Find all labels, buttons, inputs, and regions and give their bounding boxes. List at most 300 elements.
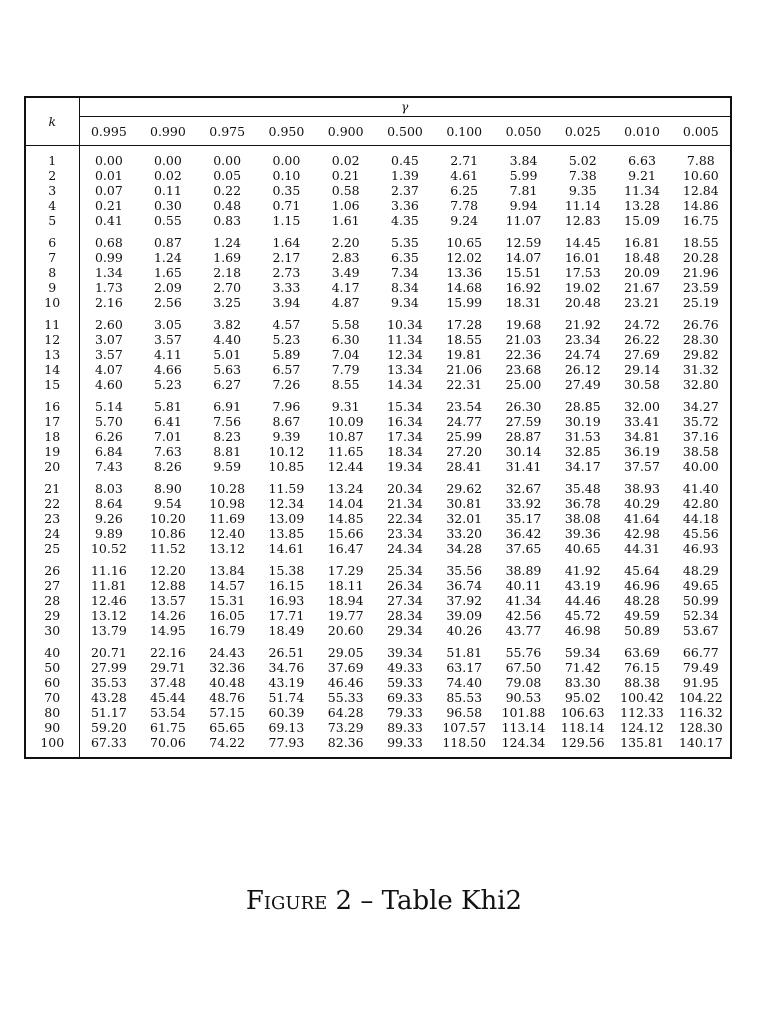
value-cell: 4.57 [272,317,301,332]
value-cell: 8.03 [94,481,123,496]
value-cell: 83.30 [564,675,601,690]
value-cell: 22.36 [505,347,542,362]
value-cell: 26.51 [268,645,305,660]
value-cell: 38.89 [505,563,542,578]
value-cell: 2.16 [94,295,123,310]
value-cell: 4.07 [94,362,123,377]
value-cell: 37.69 [327,660,364,675]
value-cell: 7.04 [331,347,360,362]
value-cell: 106.63 [560,705,605,720]
k-cell: 29 [25,608,79,623]
value-cell: 35.48 [564,481,601,496]
group-spacer [25,228,731,235]
value-cell: 107.57 [442,720,487,735]
value-cell: 16.93 [268,593,305,608]
value-cell: 2.73 [272,265,301,280]
value-cell: 45.72 [564,608,601,623]
value-cell: 0.71 [272,198,301,213]
value-cell: 20.71 [90,645,127,660]
k-cell: 15 [25,377,79,392]
value-cell: 16.05 [209,608,246,623]
k-cell: 3 [25,183,79,198]
value-cell: 10.28 [209,481,246,496]
value-cell: 35.72 [682,414,719,429]
spacer-cell [79,310,731,317]
value-cell: 5.01 [213,347,242,362]
value-cell: 19.77 [327,608,364,623]
table-row [25,235,731,250]
value-cell: 7.81 [509,183,538,198]
value-cell: 12.46 [90,593,127,608]
value-cell: 7.96 [272,399,301,414]
value-cell: 12.34 [268,496,305,511]
k-cell: 22 [25,496,79,511]
value-cell: 17.29 [327,563,364,578]
k-cell: 24 [25,526,79,541]
table-row [25,317,731,332]
value-cell: 8.55 [331,377,360,392]
spacer-cell [79,392,731,399]
value-cell: 10.09 [327,414,364,429]
k-cell: 14 [25,362,79,377]
chi2-table [24,96,732,759]
value-cell: 2.18 [213,265,242,280]
value-cell: 21.92 [564,317,601,332]
table-row [25,720,731,735]
value-cell: 29.34 [387,623,423,638]
table-row [25,265,731,280]
value-cell: 46.93 [682,541,719,556]
value-cell: 36.74 [446,578,483,593]
value-cell: 10.12 [268,444,305,459]
table-row [25,213,731,228]
table-row [25,541,731,556]
value-cell: 4.17 [331,280,360,295]
value-cell: 0.87 [153,235,182,250]
value-cell: 15.38 [268,563,305,578]
value-cell: 28.87 [505,429,542,444]
value-cell: 5.14 [94,399,123,414]
value-cell: 0.21 [94,198,123,213]
value-cell: 3.94 [272,295,301,310]
table-row [25,347,731,362]
value-cell: 61.75 [150,720,186,735]
value-cell: 11.34 [624,183,660,198]
spacer-cell [25,228,79,235]
value-cell: 116.32 [678,705,723,720]
value-cell: 14.61 [268,541,305,556]
value-cell: 27.59 [505,414,542,429]
value-cell: 41.92 [564,563,601,578]
value-cell: 27.34 [387,593,423,608]
gamma-header: γ [79,97,731,117]
table-row [25,705,731,720]
value-cell: 13.79 [90,623,127,638]
k-cell: 23 [25,511,79,526]
value-cell: 0.68 [94,235,123,250]
value-cell: 11.81 [90,578,127,593]
group-spacer [25,146,731,154]
value-cell: 23.34 [387,526,423,541]
value-cell: 7.78 [450,198,479,213]
value-cell: 69.33 [387,690,423,705]
value-cell: 15.99 [446,295,483,310]
value-cell: 17.53 [564,265,601,280]
value-cell: 113.14 [501,720,546,735]
k-cell: 20 [25,459,79,474]
value-cell: 49.59 [624,608,660,623]
gamma-header-row [25,97,731,117]
value-cell: 7.43 [94,459,123,474]
value-cell: 18.55 [682,235,719,250]
value-cell: 18.55 [446,332,483,347]
value-cell: 32.85 [564,444,601,459]
value-cell: 36.78 [564,496,601,511]
value-cell: 36.19 [624,444,660,459]
k-cell: 7 [25,250,79,265]
table-header [25,97,731,146]
value-cell: 9.59 [213,459,242,474]
value-cell: 4.87 [331,295,360,310]
value-cell: 46.96 [624,578,660,593]
value-cell: 0.45 [391,153,419,168]
value-cell: 20.34 [387,481,423,496]
value-cell: 27.49 [564,377,601,392]
value-cell: 9.26 [94,511,123,526]
value-cell: 1.15 [272,213,301,228]
value-cell: 28.34 [387,608,423,623]
value-cell: 32.80 [682,377,719,392]
value-cell: 5.70 [94,414,123,429]
value-cell: 31.32 [682,362,719,377]
value-cell: 77.93 [268,735,305,750]
value-cell: 9.21 [628,168,656,183]
value-cell: 10.98 [209,496,246,511]
value-cell: 70.06 [150,735,186,750]
value-cell: 11.59 [268,481,305,496]
table-row [25,459,731,474]
value-cell: 3.33 [272,280,301,295]
value-cell: 0.55 [153,213,182,228]
value-cell: 69.13 [268,720,305,735]
value-cell: 3.25 [213,295,242,310]
value-cell: 82.36 [327,735,364,750]
value-cell: 60.39 [268,705,305,720]
value-cell: 15.34 [387,399,423,414]
value-cell: 1.39 [391,168,419,183]
value-cell: 16.34 [387,414,423,429]
value-cell: 8.81 [213,444,242,459]
value-cell: 2.60 [94,317,123,332]
value-cell: 8.64 [94,496,123,511]
value-cell: 5.99 [509,168,538,183]
value-cell: 51.17 [90,705,127,720]
value-cell: 64.28 [327,705,364,720]
value-cell: 35.17 [505,511,542,526]
value-cell: 3.36 [391,198,419,213]
group-spacer [25,474,731,481]
table-row [25,578,731,593]
value-cell: 28.85 [564,399,601,414]
value-cell: 7.79 [331,362,360,377]
value-cell: 14.04 [327,496,364,511]
value-cell: 2.17 [272,250,301,265]
spacer-cell [25,310,79,317]
value-cell: 1.34 [94,265,123,280]
value-cell: 14.86 [682,198,719,213]
value-cell: 15.09 [624,213,660,228]
spacer-cell [25,474,79,481]
value-cell: 8.90 [153,481,182,496]
value-cell: 33.41 [624,414,660,429]
value-cell: 112.33 [620,705,664,720]
value-cell: 0.10 [272,168,301,183]
value-cell: 37.16 [682,429,719,444]
k-cell: 2 [25,168,79,183]
spacer-cell [25,392,79,399]
table-row [25,429,731,444]
value-cell: 14.45 [564,235,601,250]
value-cell: 7.38 [568,168,597,183]
value-cell: 21.96 [682,265,719,280]
value-cell: 49.65 [682,578,719,593]
value-cell: 59.33 [387,675,423,690]
value-cell: 22.31 [446,377,483,392]
value-cell: 34.76 [268,660,305,675]
value-cell: 128.30 [678,720,723,735]
value-cell: 99.33 [387,735,423,750]
value-cell: 12.02 [446,250,483,265]
value-cell: 5.81 [153,399,182,414]
value-cell: 45.64 [624,563,660,578]
value-cell: 0.05 [213,168,242,183]
value-cell: 95.02 [564,690,601,705]
gamma-column-header: 0.005 [672,117,731,146]
value-cell: 12.20 [150,563,186,578]
value-cell: 35.53 [90,675,127,690]
value-cell: 5.23 [153,377,182,392]
spacer-cell [25,146,79,154]
value-cell: 16.92 [505,280,542,295]
value-cell: 124.34 [501,735,546,750]
value-cell: 0.00 [153,153,182,168]
k-cell: 30 [25,623,79,638]
value-cell: 135.81 [620,735,664,750]
value-cell: 39.34 [387,645,423,660]
gamma-column-header: 0.995 [79,117,138,146]
gamma-column-header: 0.975 [198,117,257,146]
value-cell: 1.61 [331,213,360,228]
figure-caption [0,886,768,916]
value-cell: 23.34 [564,332,601,347]
value-cell: 37.65 [505,541,542,556]
spacer-cell [79,228,731,235]
value-cell: 76.15 [624,660,660,675]
value-cell: 9.89 [94,526,123,541]
value-cell: 74.22 [209,735,246,750]
value-cell: 38.08 [564,511,601,526]
value-cell: 8.34 [391,280,419,295]
group-spacer [25,638,731,645]
value-cell: 10.34 [387,317,423,332]
value-cell: 50.89 [624,623,660,638]
value-cell: 37.48 [150,675,186,690]
value-cell: 30.14 [505,444,542,459]
table-row [25,198,731,213]
gamma-column-header: 0.900 [316,117,375,146]
k-cell: 17 [25,414,79,429]
value-cell: 50.99 [682,593,719,608]
value-cell: 3.82 [213,317,242,332]
table-row [25,153,731,168]
value-cell: 0.22 [213,183,242,198]
value-cell: 15.66 [327,526,364,541]
value-cell: 6.91 [213,399,242,414]
k-cell: 70 [25,690,79,705]
value-cell: 2.71 [450,153,479,168]
value-cell: 17.28 [446,317,483,332]
value-cell: 25.00 [505,377,542,392]
value-cell: 19.68 [505,317,542,332]
value-cell: 12.40 [209,526,246,541]
value-cell: 10.60 [682,168,719,183]
value-cell: 0.58 [331,183,360,198]
k-cell: 11 [25,317,79,332]
caption-separator: – [360,886,374,916]
value-cell: 79.49 [682,660,719,675]
value-cell: 20.09 [624,265,660,280]
value-cell: 3.07 [94,332,123,347]
value-cell: 59.20 [90,720,127,735]
value-cell: 21.67 [624,280,660,295]
table-row [25,295,731,310]
value-cell: 0.00 [272,153,301,168]
k-cell: 8 [25,265,79,280]
value-cell: 10.87 [327,429,364,444]
value-cell: 30.81 [446,496,483,511]
table-row [25,399,731,414]
gamma-values-row [25,117,731,146]
value-cell: 1.24 [153,250,182,265]
table-row [25,526,731,541]
value-cell: 24.72 [624,317,660,332]
spacer-cell [79,750,731,758]
value-cell: 0.83 [213,213,242,228]
value-cell: 23.68 [505,362,542,377]
value-cell: 10.65 [446,235,483,250]
value-cell: 5.02 [568,153,597,168]
value-cell: 90.53 [505,690,542,705]
value-cell: 42.98 [624,526,660,541]
value-cell: 16.75 [682,213,719,228]
value-cell: 53.67 [682,623,719,638]
table-row [25,735,731,750]
value-cell: 6.57 [272,362,301,377]
table-row [25,623,731,638]
table-row [25,280,731,295]
value-cell: 11.14 [564,198,601,213]
value-cell: 29.82 [682,347,719,362]
value-cell: 9.24 [450,213,479,228]
value-cell: 29.05 [327,645,364,660]
value-cell: 33.20 [446,526,483,541]
table-row [25,168,731,183]
value-cell: 20.28 [682,250,719,265]
k-cell: 28 [25,593,79,608]
gamma-column-header: 0.990 [138,117,197,146]
value-cell: 32.00 [624,399,660,414]
value-cell: 13.09 [268,511,305,526]
value-cell: 0.35 [272,183,301,198]
value-cell: 23.54 [446,399,483,414]
value-cell: 6.35 [391,250,419,265]
k-cell: 19 [25,444,79,459]
table-row [25,675,731,690]
value-cell: 0.99 [94,250,123,265]
k-cell: 16 [25,399,79,414]
value-cell: 29.14 [624,362,660,377]
value-cell: 12.83 [564,213,601,228]
k-cell: 5 [25,213,79,228]
value-cell: 23.21 [624,295,660,310]
value-cell: 1.06 [331,198,360,213]
value-cell: 67.33 [90,735,127,750]
value-cell: 6.26 [94,429,123,444]
k-cell: 26 [25,563,79,578]
table-row [25,444,731,459]
k-cell: 25 [25,541,79,556]
value-cell: 66.77 [682,645,719,660]
value-cell: 18.48 [624,250,660,265]
value-cell: 48.76 [209,690,246,705]
value-cell: 13.24 [327,481,364,496]
value-cell: 12.84 [682,183,719,198]
value-cell: 25.99 [446,429,483,444]
value-cell: 1.64 [272,235,301,250]
value-cell: 51.81 [446,645,483,660]
value-cell: 101.88 [501,705,546,720]
value-cell: 0.02 [153,168,182,183]
value-cell: 6.25 [450,183,479,198]
value-cell: 45.44 [150,690,186,705]
value-cell: 32.67 [505,481,542,496]
value-cell: 42.80 [682,496,719,511]
value-cell: 2.20 [331,235,360,250]
value-cell: 34.27 [682,399,719,414]
value-cell: 48.29 [682,563,719,578]
value-cell: 85.53 [446,690,483,705]
table-row [25,250,731,265]
value-cell: 13.85 [268,526,305,541]
value-cell: 23.59 [682,280,719,295]
value-cell: 48.28 [624,593,660,608]
group-spacer [25,310,731,317]
gamma-column-header: 0.100 [435,117,494,146]
value-cell: 7.63 [153,444,182,459]
table-body [25,146,731,759]
value-cell: 8.67 [272,414,301,429]
value-cell: 38.58 [682,444,719,459]
value-cell: 6.63 [628,153,656,168]
value-cell: 0.01 [94,168,123,183]
value-cell: 16.79 [209,623,246,638]
value-cell: 73.29 [327,720,364,735]
value-cell: 26.34 [387,578,423,593]
value-cell: 44.31 [624,541,660,556]
value-cell: 37.92 [446,593,483,608]
value-cell: 45.56 [682,526,719,541]
table-row [25,362,731,377]
